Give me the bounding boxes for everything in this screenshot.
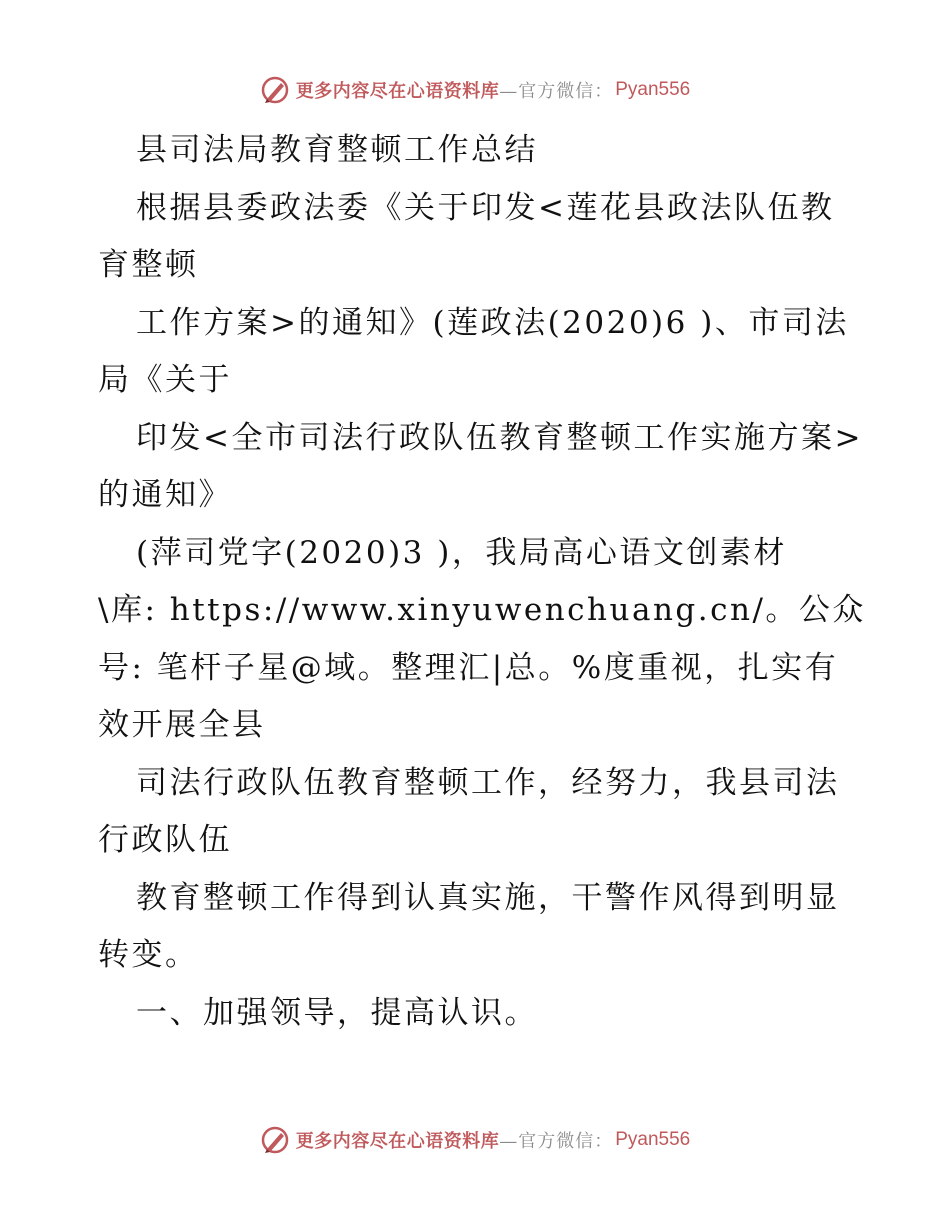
watermark-main-text: 更多内容尽在心语资料库 [295, 1131, 500, 1152]
footer-watermark [0, 1122, 950, 1158]
body-line: 行政队伍 [98, 822, 232, 858]
section-heading: 一、加强领导，提高认识。 [136, 994, 538, 1031]
body-line: 转变。 [98, 937, 199, 973]
watermark-sub-text: —官方微信： [499, 1131, 614, 1152]
watermark-sub-text: —官方微信： [499, 81, 614, 102]
document-body [98, 122, 868, 1042]
body-line: 的通知》 [98, 477, 232, 513]
body-line: 司法行政队伍教育整顿工作，经努力，我县司法 [136, 764, 840, 801]
body-line: 效开展全县 [98, 707, 266, 743]
body-line: 局《关于 [98, 362, 232, 398]
watermark-main-text: 更多内容尽在心语资料库 [295, 81, 500, 102]
header-watermark [0, 72, 950, 108]
body-line: 印发<全市司法行政队伍教育整顿工作实施方案> [136, 419, 863, 456]
pen-logo-icon [260, 1125, 290, 1155]
watermark-wechat-id: Pyan556 [615, 1129, 691, 1150]
body-line: 根据县委政法委《关于印发<莲花县政法队伍教 [136, 189, 835, 226]
body-line: 工作方案>的通知》(莲政法(2020)6 )、市司法 [136, 304, 849, 341]
pen-logo-icon [260, 75, 290, 105]
body-line: \库: https://www.xinyuwenchuang.cn/。公众 [98, 592, 866, 628]
watermark-wechat-id: Pyan556 [615, 79, 691, 100]
body-line: 教育整顿工作得到认真实施，干警作风得到明显 [136, 879, 840, 916]
document-title: 县司法局教育整顿工作总结 [136, 132, 538, 168]
body-line: (萍司党字(2020)3 )，我局高心语文创素材 [136, 534, 787, 571]
body-line: 号: 笔杆子星@域。整理汇|总。%度重视，扎实有 [98, 649, 839, 686]
body-line: 育整顿 [98, 247, 199, 283]
